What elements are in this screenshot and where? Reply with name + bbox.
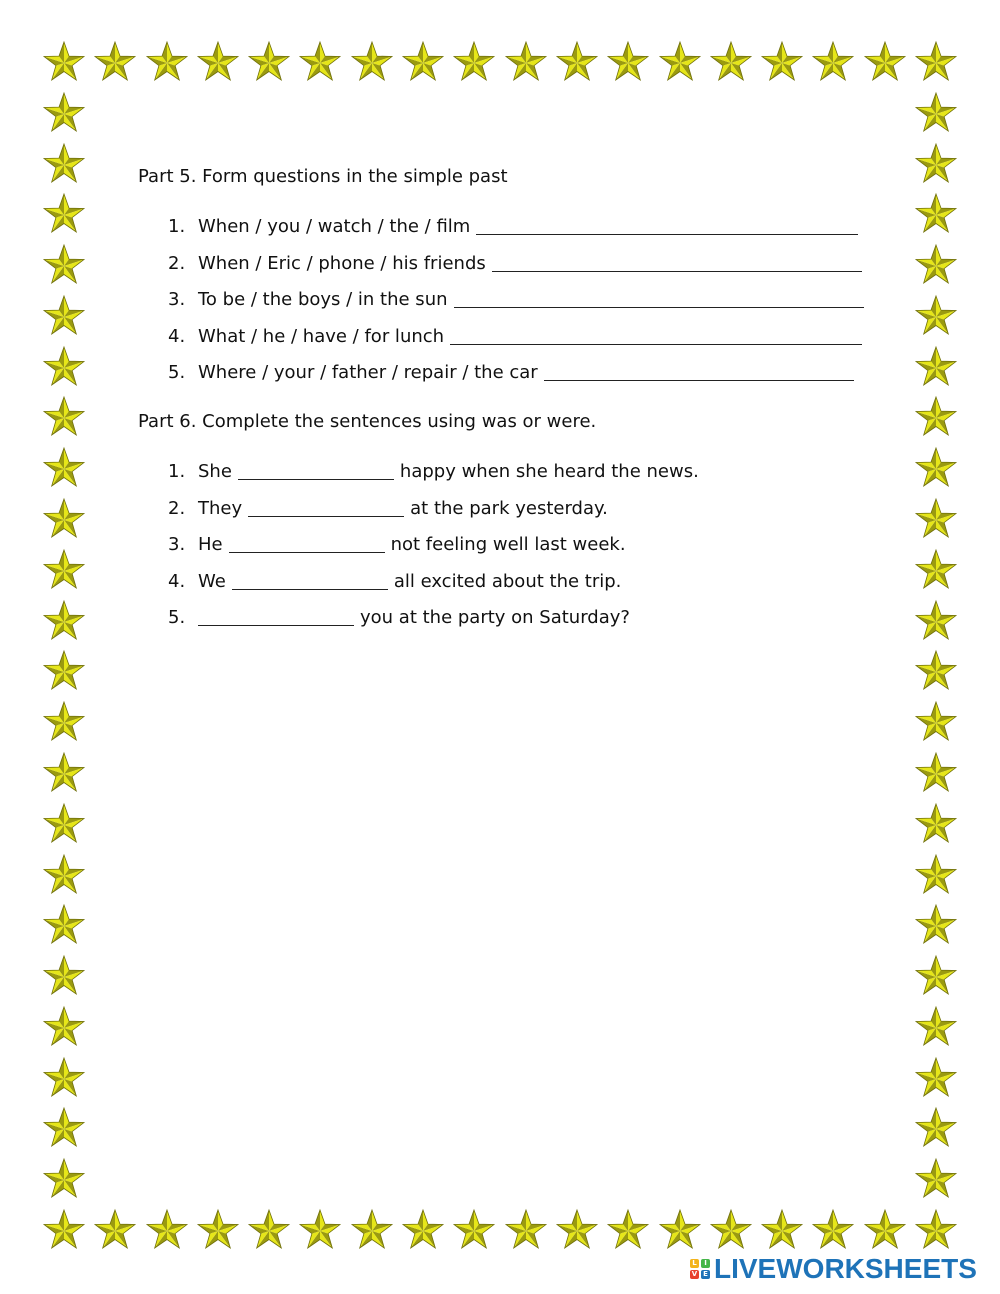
star-icon <box>811 1208 855 1252</box>
sentence-end: happy when she heard the news. <box>399 461 699 482</box>
star-icon <box>42 40 86 84</box>
star-icon <box>555 40 599 84</box>
answer-blank[interactable] <box>454 288 864 308</box>
part5-list <box>168 215 870 398</box>
part6-item <box>168 570 699 607</box>
sentence-start: She <box>198 461 232 482</box>
star-icon <box>42 1157 86 1201</box>
star-icon <box>298 40 342 84</box>
answer-blank[interactable] <box>476 215 858 235</box>
star-icon <box>914 599 958 643</box>
sentence-end: you at the party on Saturday? <box>360 607 630 629</box>
answer-blank[interactable] <box>544 361 854 381</box>
star-icon <box>914 1056 958 1100</box>
star-icon <box>42 903 86 947</box>
star-icon <box>42 1056 86 1100</box>
star-icon <box>811 40 855 84</box>
part6-item <box>168 460 699 497</box>
sentence-end: at the park yesterday. <box>410 497 608 519</box>
part6-list <box>168 460 699 643</box>
part5-item <box>168 215 870 252</box>
star-icon <box>145 1208 189 1252</box>
question-prompt: To be / the boys / in the sun <box>198 289 448 311</box>
answer-blank[interactable] <box>450 325 862 345</box>
item-number: 3. <box>168 534 186 556</box>
star-icon <box>504 1208 548 1252</box>
star-icon <box>914 345 958 389</box>
star-icon <box>42 802 86 846</box>
item-number: 4. <box>168 325 186 347</box>
star-icon <box>914 395 958 439</box>
star-icon <box>504 40 548 84</box>
star-icon <box>914 853 958 897</box>
part5-heading: Part 5. Form questions in the simple past <box>138 166 508 187</box>
star-icon <box>709 1208 753 1252</box>
question-prompt: When / you / watch / the / film <box>198 216 471 237</box>
answer-blank[interactable] <box>238 460 394 480</box>
star-icon <box>298 1208 342 1252</box>
star-icon <box>555 1208 599 1252</box>
star-icon <box>914 91 958 135</box>
part6-item <box>168 497 699 534</box>
star-icon <box>42 599 86 643</box>
star-icon <box>42 649 86 693</box>
part5-item <box>168 361 870 398</box>
star-icon <box>914 142 958 186</box>
star-icon <box>914 40 958 84</box>
item-number: 1. <box>168 461 186 482</box>
star-icon <box>42 548 86 592</box>
star-icon <box>658 40 702 84</box>
star-icon <box>606 1208 650 1252</box>
star-icon <box>914 243 958 287</box>
part5-item <box>168 325 870 362</box>
star-icon <box>247 1208 291 1252</box>
star-icon <box>42 243 86 287</box>
star-icon <box>914 497 958 541</box>
star-icon <box>606 40 650 84</box>
star-icon <box>42 142 86 186</box>
star-icon <box>914 751 958 795</box>
star-icon <box>914 446 958 490</box>
star-icon <box>401 1208 445 1252</box>
star-icon <box>42 91 86 135</box>
star-icon <box>914 649 958 693</box>
star-icon <box>42 853 86 897</box>
item-number: 5. <box>168 362 186 384</box>
item-number: 2. <box>168 497 186 519</box>
part6-heading: Part 6. Complete the sentences using was or were. <box>138 411 597 432</box>
item-number: 4. <box>168 570 186 592</box>
question-prompt: Where / your / father / repair / the car <box>198 362 538 384</box>
star-icon <box>42 446 86 490</box>
star-icon <box>42 395 86 439</box>
star-icon <box>247 40 291 84</box>
liveworksheets-logo <box>690 1254 977 1284</box>
star-icon <box>709 40 753 84</box>
star-icon <box>350 1208 394 1252</box>
question-prompt: When / Eric / phone / his friends <box>198 252 486 274</box>
star-icon <box>93 40 137 84</box>
part6-item <box>168 606 699 643</box>
answer-blank[interactable] <box>492 252 862 272</box>
part5-item <box>168 288 870 325</box>
answer-blank[interactable] <box>232 570 388 590</box>
star-icon <box>42 1005 86 1049</box>
star-icon <box>145 40 189 84</box>
star-icon <box>914 1208 958 1252</box>
answer-blank[interactable] <box>229 533 385 553</box>
answer-blank[interactable] <box>198 606 354 626</box>
item-number: 3. <box>168 289 186 311</box>
star-icon <box>93 1208 137 1252</box>
star-icon <box>914 1005 958 1049</box>
item-number: 2. <box>168 252 186 274</box>
part5-item <box>168 252 870 289</box>
sentence-start: We <box>198 570 226 592</box>
logo-mark-letter: L <box>690 1259 699 1268</box>
star-icon <box>42 192 86 236</box>
star-icon <box>914 903 958 947</box>
star-icon <box>914 1106 958 1150</box>
star-icon <box>42 497 86 541</box>
star-icon <box>42 294 86 338</box>
sentence-end: not feeling well last week. <box>390 534 626 556</box>
sentence-start: He <box>198 534 223 556</box>
star-icon <box>42 1208 86 1252</box>
star-icon <box>401 40 445 84</box>
star-icon <box>914 802 958 846</box>
star-icon <box>914 548 958 592</box>
sentence-end: all excited about the trip. <box>393 570 622 592</box>
answer-blank[interactable] <box>248 497 404 517</box>
item-number: 5. <box>168 607 186 629</box>
sentence-start: They <box>198 497 243 519</box>
star-icon <box>42 751 86 795</box>
star-icon <box>914 294 958 338</box>
star-icon <box>760 40 804 84</box>
logo-mark-icon <box>690 1259 710 1279</box>
item-number: 1. <box>168 216 186 237</box>
star-icon <box>42 345 86 389</box>
star-icon <box>196 1208 240 1252</box>
star-icon <box>350 40 394 84</box>
logo-text: LIVEWORKSHEETS <box>714 1253 977 1284</box>
star-icon <box>863 1208 907 1252</box>
logo-mark-letter: E <box>701 1270 710 1279</box>
star-icon <box>760 1208 804 1252</box>
star-icon <box>196 40 240 84</box>
star-icon <box>452 1208 496 1252</box>
logo-mark-letter: I <box>701 1259 710 1268</box>
star-icon <box>914 1157 958 1201</box>
star-icon <box>42 700 86 744</box>
question-prompt: What / he / have / for lunch <box>198 325 445 347</box>
star-icon <box>42 1106 86 1150</box>
star-icon <box>863 40 907 84</box>
star-icon <box>42 954 86 998</box>
star-icon <box>452 40 496 84</box>
part6-item <box>168 533 699 570</box>
star-icon <box>914 192 958 236</box>
star-icon <box>658 1208 702 1252</box>
star-icon <box>914 700 958 744</box>
star-icon <box>914 954 958 998</box>
logo-mark-letter: V <box>691 1270 698 1278</box>
